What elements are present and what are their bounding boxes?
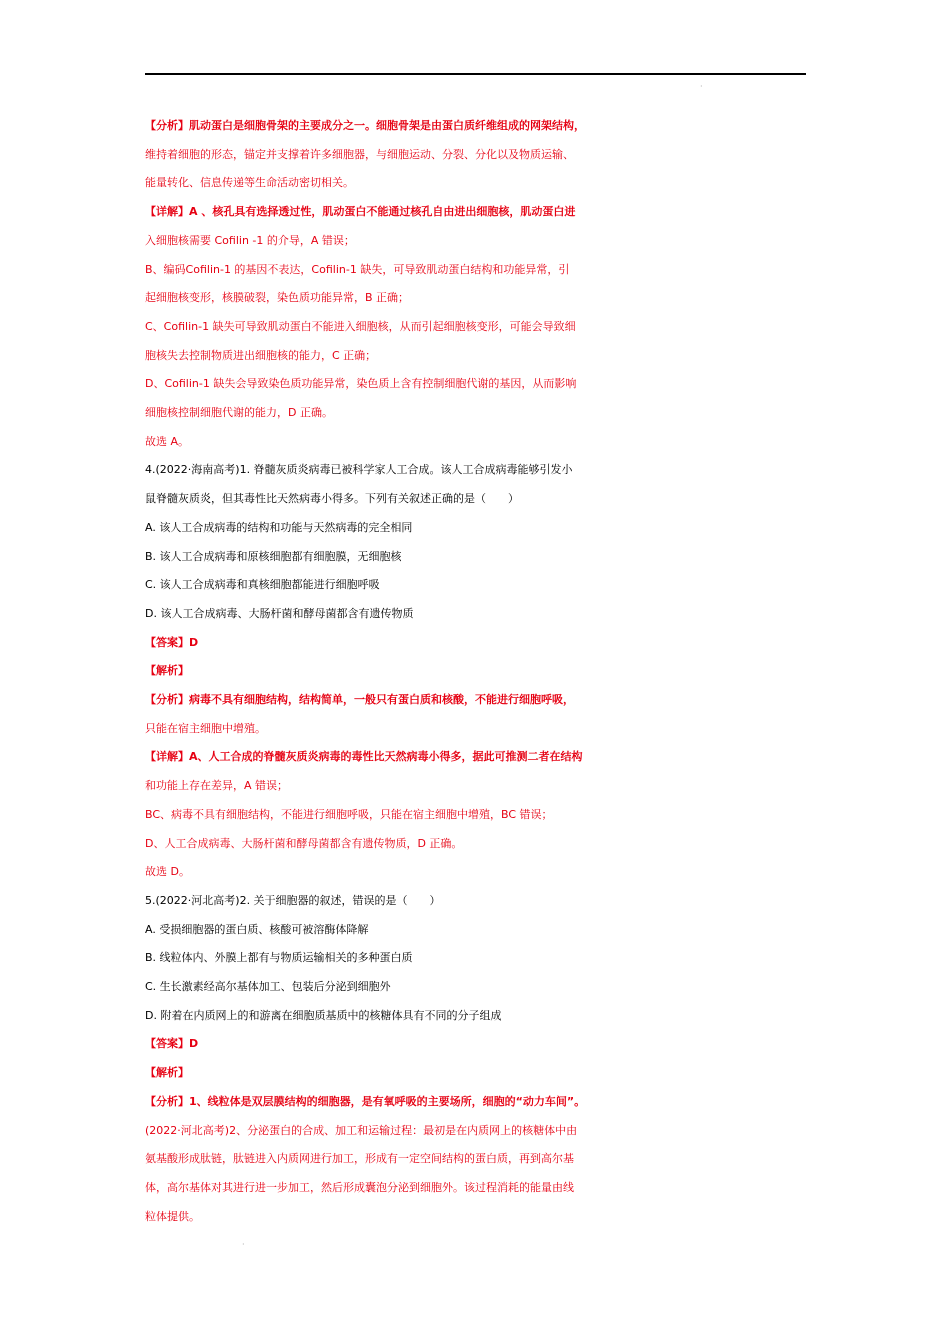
answer-label: 【答案】D bbox=[145, 1037, 199, 1051]
text-line: 【分析】肌动蛋白是细胞骨架的主要成分之一。细胞骨架是由蛋白质纤维组成的网架结构， bbox=[145, 119, 585, 132]
text-line: 粒体提供。 bbox=[145, 1209, 200, 1223]
text-line: 故选 A。 bbox=[145, 434, 190, 448]
option-b: B. 线粒体内、外膜上都有与物质运输相关的多种蛋白质 bbox=[145, 951, 413, 965]
text-line: 氨基酸形成肽链，肽链进入内质网进行加工，形成有一定空间结构的蛋白质，再到高尔基 bbox=[145, 1152, 574, 1166]
header-dot: · bbox=[700, 82, 703, 91]
question-stem: 鼠脊髓灰质炎，但其毒性比天然病毒小得多。下列有关叙述正确的是（ ） bbox=[145, 492, 519, 506]
text-line: 能量转化、信息传递等生命活动密切相关。 bbox=[145, 176, 354, 190]
analysis-label: 【解析】 bbox=[145, 1066, 189, 1080]
option-a: A. 该人工合成病毒的结构和功能与天然病毒的完全相同 bbox=[145, 520, 413, 534]
text-line: 体，高尔基体对其进行进一步加工，然后形成囊泡分泌到细胞外。该过程消耗的能量由线 bbox=[145, 1180, 574, 1194]
footer-dot: · bbox=[242, 1240, 245, 1249]
option-b: B. 该人工合成病毒和原核细胞都有细胞膜，无细胞核 bbox=[145, 549, 402, 563]
text-line: 胞核失去控制物质进出细胞核的能力，C 正确； bbox=[145, 348, 377, 362]
text-line: BC、病毒不具有细胞结构，不能进行细胞呼吸，只能在宿主细胞中增殖，BC 错误； bbox=[145, 807, 553, 821]
question-stem: 4.(2022·海南高考)1. 脊髓灰质炎病毒已被科学家人工合成。该人工合成病毒能够引发小 bbox=[145, 463, 573, 477]
answer-label: 【答案】D bbox=[145, 635, 199, 649]
text-line: B、编码Cofilin-1 的基因不表达，Cofilin-1 缺失，可导致肌动蛋白结构和功能异常，引 bbox=[145, 262, 570, 276]
option-c: C. 生长激素经高尔基体加工、包装后分泌到细胞外 bbox=[145, 980, 391, 993]
text-line: 维持着细胞的形态，锚定并支撑着许多细胞器，与细胞运动、分裂、分化以及物质运输、 bbox=[145, 147, 574, 161]
text-line: 和功能上存在差异，A 错误； bbox=[145, 779, 289, 793]
option-a: A. 受损细胞器的蛋白质、核酸可被溶酶体降解 bbox=[145, 922, 369, 936]
option-d: D. 该人工合成病毒、大肠杆菌和酵母菌都含有遗传物质 bbox=[145, 606, 414, 620]
text-line: C、Cofilin-1 缺失可导致肌动蛋白不能进入细胞核，从而引起细胞核变形，可能会导致细 bbox=[145, 319, 576, 333]
question-stem: 5.(2022·河北高考)2. 关于细胞器的叙述，错误的是（ ） bbox=[145, 893, 441, 907]
text-line: 细胞核控制细胞代谢的能力，D 正确。 bbox=[145, 406, 333, 419]
text-line: 【分析】1、线粒体是双层膜结构的细胞器，是有氧呼吸的主要场所，细胞的“动力车间”。 bbox=[145, 1094, 586, 1108]
text-line: 故选 D。 bbox=[145, 865, 190, 879]
option-c: C. 该人工合成病毒和真核细胞都能进行细胞呼吸 bbox=[145, 578, 380, 592]
text-line: D、人工合成病毒、大肠杆菌和酵母菌都含有遗传物质，D 正确。 bbox=[145, 836, 463, 850]
header-rule bbox=[145, 73, 806, 75]
text-line: 起细胞核变形，核膜破裂，染色质功能异常，B 正确； bbox=[145, 291, 410, 305]
text-line: 只能在宿主细胞中增殖。 bbox=[145, 721, 266, 735]
analysis-label: 【解析】 bbox=[145, 664, 189, 678]
text-line: 【详解】A、人工合成的脊髓灰质炎病毒的毒性比天然病毒小得多，据此可推测二者在结构 bbox=[145, 750, 583, 764]
text-line: 入细胞核需要 Cofilin -1 的介导，A 错误； bbox=[145, 233, 355, 247]
text-line: 【分析】病毒不具有细胞结构，结构简单，一般只有蛋白质和核酸，不能进行细胞呼吸， bbox=[145, 693, 574, 706]
text-line: D、Cofilin-1 缺失会导致染色质功能异常，染色质上含有控制细胞代谢的基因，从而影响 bbox=[145, 377, 577, 391]
text-line: 【详解】A 、核孔具有选择透过性，肌动蛋白不能通过核孔自由进出细胞核，肌动蛋白进 bbox=[145, 205, 576, 219]
option-d: D. 附着在内质网上的和游离在细胞质基质中的核糖体具有不同的分子组成 bbox=[145, 1008, 502, 1022]
text-line: (2022·河北高考)2、分泌蛋白的合成、加工和运输过程：最初是在内质网上的核糖体中由 bbox=[145, 1123, 578, 1137]
